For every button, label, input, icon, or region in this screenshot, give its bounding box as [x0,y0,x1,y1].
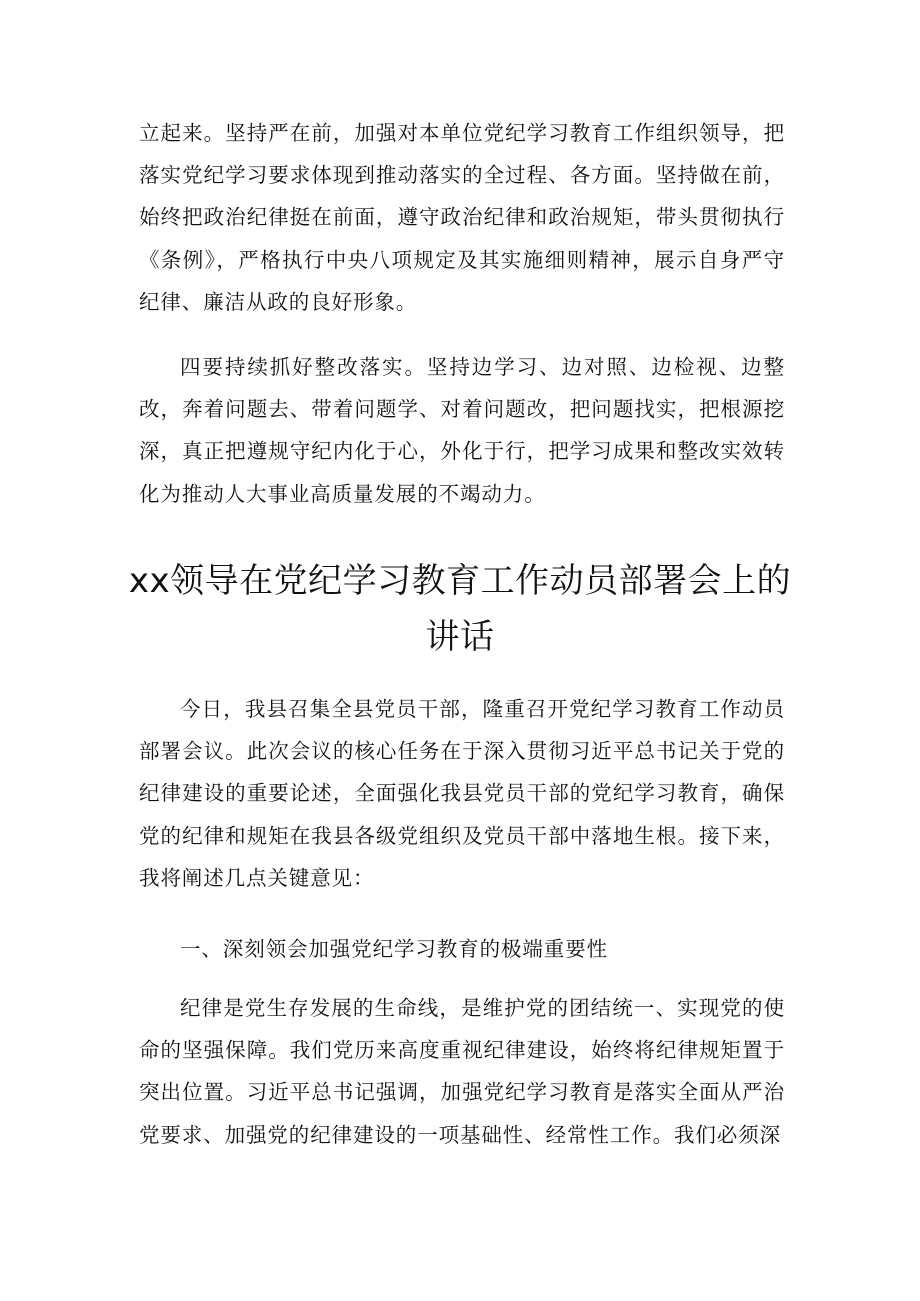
speech-title: xx领导在党纪学习教育工作动员部署会上的讲话 [128,561,792,657]
paragraph-discipline: 纪律是党生存发展的生命线，是维护党的团结统一、实现党的使命的坚强保障。我们党历来高度重视纪律建设，始终将纪律规矩置于突出位置。习近平总书记强调，加强党纪学习教育是落实全面从严治党要求、加强党的纪律建设的一项基础性、经常性工作。我们必须深 [139,996,785,1147]
paragraph-rectification: 四要持续抓好整改落实。坚持边学习、边对照、边检视、边整改，奔着问题去、带着问题学、对着问题改，把问题找实，把根源挖深，真正把遵规守纪内化于心，外化于行，把学习成果和整改实效转化为推动人大事业高质量发展的不竭动力。 [139,355,785,506]
paragraph-intro: 今日，我县召集全县党员干部，隆重召开党纪学习教育工作动员部署会议。此次会议的核心任务在于深入贯彻习近平总书记关于党的纪律建设的重要论述，全面强化我县党员干部的党纪学习教育，确保党的纪律和规矩在我县各级党组织及党员干部中落地生根。接下来，我将阐述几点关键意见： [139,697,785,890]
section-heading-1: 一、深刻领会加强党纪学习教育的极端重要性 [180,937,608,961]
paragraph-continuation: 立起来。坚持严在前，加强对本单位党纪学习教育工作组织领导，把落实党纪学习要求体现到推动落实的全过程、各方面。坚持做在前，始终把政治纪律挺在前面，遵守政治纪律和政治规矩，带头贯彻执行《条例》，严格执行中央八项规定及其实施细则精神，展示自身严守纪律、廉洁从政的良好形象。 [139,121,785,314]
